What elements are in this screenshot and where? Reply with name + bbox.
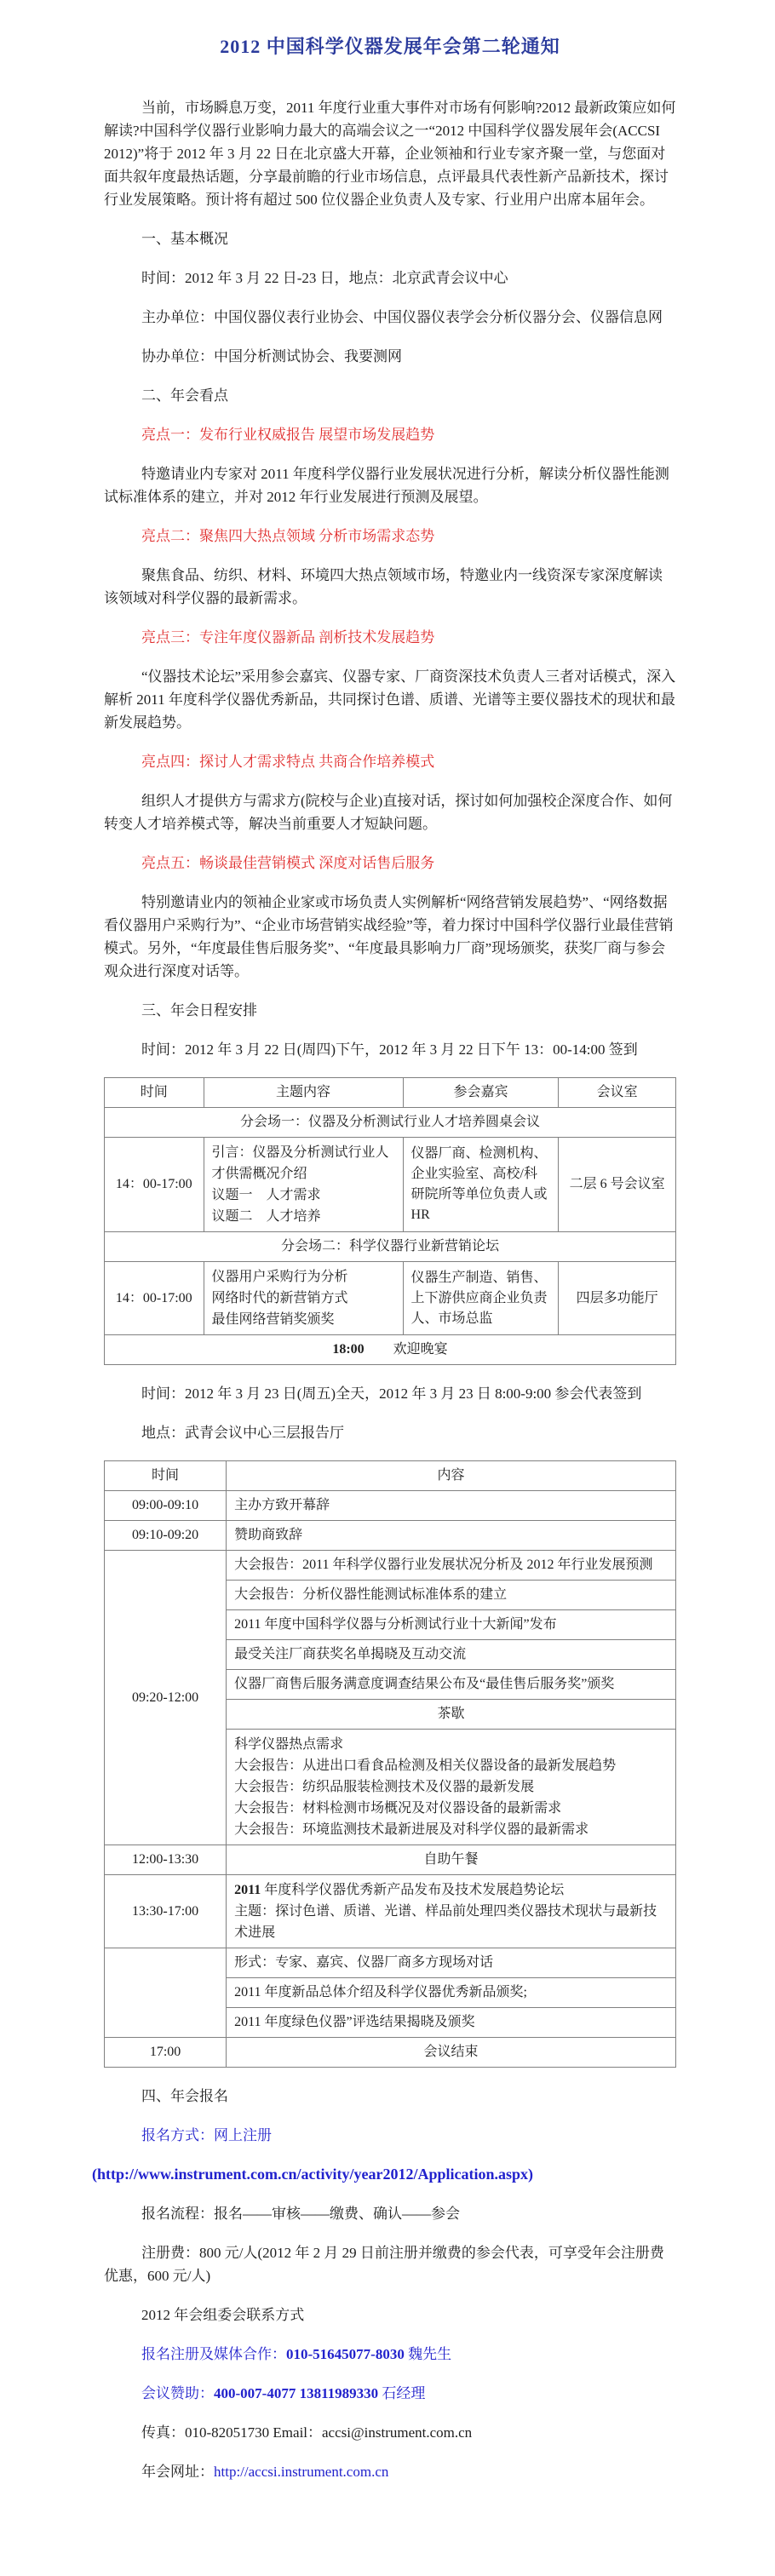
highlight-5-body: 特别邀请业内的领袖企业家或市场负责人实例解析“网络营销发展趋势”、“网络数据看仪器用户采购行为”、“企业市场营销实战经验”等，着力探讨中国科学仪器行业最佳营销模式。另外，“年度最佳售后服务奖”、“年度最具影响力厂商”现场颁奖，获奖厂商与参会观众进行深度对话等。 [104, 894, 674, 979]
lunch-label: 自助午餐 [227, 1845, 676, 1875]
registration-method: 报名方式：网上注册 [141, 2127, 272, 2143]
dinner-cell [105, 1335, 676, 1365]
afternoon-forum-topic: 主题：探讨色谱、质谱、光谱、样品前处理四类仪器技术现状与最新技术进展 [234, 1904, 657, 1940]
day2-schedule-table [104, 1460, 676, 2068]
registration-fee: 注册费：800 元/人(2012 年 2 月 29 日前注册并缴费的参会代表，可享受年会注册费优惠，600 元/人) [104, 2245, 664, 2284]
event-cohost: 协办单位：中国分析测试协会、我要测网 [141, 348, 402, 364]
registration-process: 报名流程：报名——审核——缴费、确认——参会 [141, 2206, 460, 2222]
row-content: 仪器厂商售后服务满意度调查结果公布及“最佳售后服务奖”颁奖 [227, 1670, 676, 1700]
row-content: 2011 年度绿色仪器”评选结果揭晓及颁奖 [227, 2008, 676, 2038]
col-header-guests: 参会嘉宾 [403, 1078, 559, 1108]
hot-demand-cell [227, 1730, 676, 1845]
end-time: 17:00 [105, 2038, 227, 2068]
session2-row [105, 1262, 676, 1335]
section-2-heading: 二、年会看点 [141, 387, 228, 404]
afternoon-forum-title [234, 1879, 668, 1901]
row-content: 2011 年度中国科学仪器与分析测试行业十大新闻”发布 [227, 1610, 676, 1640]
col-header-topic: 主题内容 [204, 1078, 403, 1108]
hot-demand-report-1: 大会报告：从进出口看食品检测及相关仪器设备的最新发展趋势 [234, 1758, 617, 1773]
afternoon-time: 13:30-17:00 [105, 1875, 227, 1948]
session2-topic-2: 网络时代的新营销方式 [211, 1291, 348, 1305]
session2-title-row [105, 1232, 676, 1262]
section-4-heading: 四、年会报名 [141, 2088, 228, 2104]
session1-title: 分会场一：仪器及分析测试行业人才培养圆桌会议 [105, 1108, 676, 1138]
highlight-3-body: “仪器技术论坛”采用参会嘉宾、仪器专家、厂商资深技术负责人三者对话模式，深入解析 2011 年度科学仪器优秀新品，共同探讨色谱、质谱、光谱等主要仪器技术的现状和最新发展趋势。 [104, 668, 676, 731]
schedule-row [105, 1491, 676, 1521]
highlight-1-title: 亮点一：发布行业权威报告 展望市场发展趋势 [141, 427, 435, 443]
committee-contact-heading: 2012 年会组委会联系方式 [141, 2307, 305, 2323]
schedule-row [105, 1521, 676, 1551]
highlight-2-title: 亮点二：聚焦四大热点领域 分析市场需求态势 [141, 528, 435, 544]
col-header-content: 内容 [227, 1461, 676, 1491]
highlight-2-body: 聚焦食品、纺织、材料、环境四大热点领域市场，特邀业内一线资深专家深度解读该领域对科学仪器的最新需求。 [104, 567, 663, 606]
col-header-time: 时间 [105, 1078, 204, 1108]
session1-topics [204, 1138, 403, 1232]
site-line [104, 2460, 676, 2483]
registration-url[interactable]: (http://www.instrument.com.cn/activity/year2012/Application.aspx) [92, 2166, 533, 2183]
conference-site-url[interactable]: http://accsi.instrument.com.cn [214, 2464, 389, 2480]
session1-topic-1: 引言：仪器及分析测试行业人才供需概况介绍 [211, 1145, 389, 1181]
dinner-time: 18:00 [332, 1342, 365, 1357]
end-label: 会议结束 [227, 2038, 676, 2068]
table-header-row [105, 1078, 676, 1108]
intro-paragraph: 当前，市场瞬息万变，2011 年度行业重大事件对市场有何影响?2012 最新政策应如何解读?中国科学仪器行业影响力最大的高端会议之一“2012 中国科学仪器发展年会(ACCSI 2012)”将于 2012 年 3 月 22 日在北京盛大开幕，企业领袖和行业专家齐聚一堂，与您面对面共叙年度最热话题，分享最前瞻的行业市场信息，点评最具代表性新产品新技术，探讨行业发展策略。预计将有超过 500 位仪器企业负责人及专家、行业用户出席本届年会。 [104, 100, 676, 208]
day1-time-line: 时间：2012 年 3 月 22 日(周四)下午，2012 年 3 月 22 日下午 13：00-14:00 签到 [141, 1041, 638, 1058]
sponsor-phone: 400-007-4077 13811989330 [214, 2385, 379, 2401]
row-content: 赞助商致辞 [227, 1521, 676, 1551]
session2-time: 14：00-17:00 [105, 1262, 204, 1335]
schedule-row [105, 1948, 676, 1978]
site-label: 年会网址： [141, 2464, 214, 2480]
section-1-heading: 一、基本概况 [141, 231, 228, 247]
event-host: 主办单位：中国仪器仪表行业协会、中国仪器仪表学会分析仪器分会、仪器信息网 [141, 309, 663, 325]
row-content: 2011 年度新品总体介绍及科学仪器优秀新品颁奖; [227, 1978, 676, 2008]
sponsor-contact-label: 会议赞助： [141, 2385, 214, 2401]
end-row [105, 2038, 676, 2068]
row-time: 09:10-09:20 [105, 1521, 227, 1551]
session1-topic-3: 议题二 人才培养 [211, 1209, 321, 1224]
row-content: 最受关注厂商获奖名单揭晓及互动交流 [227, 1640, 676, 1670]
hot-demand-report-3: 大会报告：材料检测市场概况及对仪器设备的最新需求 [234, 1801, 562, 1816]
empty-time-cell [105, 1948, 227, 2038]
table-header-row [105, 1461, 676, 1491]
session1-room: 二层 6 号会议室 [559, 1138, 676, 1232]
session2-room: 四层多功能厅 [559, 1262, 676, 1335]
session1-title-row [105, 1108, 676, 1138]
hot-demand-title: 科学仪器热点需求 [234, 1737, 344, 1752]
dinner-row [105, 1335, 676, 1365]
registration-phone: 010-51645077-8030 [286, 2346, 405, 2362]
col-header-time: 时间 [105, 1461, 227, 1491]
session1-guests: 仪器厂商、检测机构、企业实验室、高校/科研院所等单位负责人或 HR [403, 1138, 559, 1232]
row-content: 形式：专家、嘉宾、仪器厂商多方现场对话 [227, 1948, 676, 1978]
session1-topic-2: 议题一 人才需求 [211, 1188, 321, 1202]
hot-demand-report-2: 大会报告：纺织品服装检测技术及仪器的最新发展 [234, 1780, 535, 1794]
highlight-3-title: 亮点三：专注年度仪器新品 剖析技术发展趋势 [141, 629, 435, 645]
afternoon-forum-row [105, 1875, 676, 1948]
row-time-morning-block: 09:20-12:00 [105, 1551, 227, 1845]
hot-demand-report-4: 大会报告：环境监测技术最新进展及对科学仪器的最新需求 [234, 1822, 589, 1837]
highlight-4-body: 组织人才提供方与需求方(院校与企业)直接对话，探讨如何加强校企深度合作、如何转变人才培养模式等，解决当前重要人才短缺问题。 [104, 793, 673, 832]
afternoon-forum-cell [227, 1875, 676, 1948]
forum-year-bold: 2011 [234, 1883, 261, 1897]
schedule-row [105, 1551, 676, 1581]
session2-topic-1: 仪器用户采购行为分析 [211, 1270, 348, 1284]
sponsor-contact-person: 石经理 [378, 2385, 426, 2401]
section-3-heading: 三、年会日程安排 [141, 1002, 257, 1018]
session2-topics [204, 1262, 403, 1335]
day2-time-line: 时间：2012 年 3 月 23 日(周五)全天，2012 年 3 月 23 日 8:00-9:00 参会代表签到 [141, 1386, 642, 1402]
day2-place-line: 地点：武青会议中心三层报告厅 [141, 1425, 344, 1441]
session2-guests: 仪器生产制造、销售、上下游供应商企业负责人、市场总监 [403, 1262, 559, 1335]
highlight-4-title: 亮点四：探讨人才需求特点 共商合作培养模式 [141, 754, 435, 770]
session2-title: 分会场二：科学仪器行业新营销论坛 [105, 1232, 676, 1262]
row-content: 大会报告：2011 年科学仪器行业发展状况分析及 2012 年行业发展预测 [227, 1551, 676, 1581]
registration-contact-label: 报名注册及媒体合作： [141, 2346, 286, 2362]
lunch-row [105, 1845, 676, 1875]
session2-topic-3: 最佳网络营销奖颁奖 [211, 1312, 335, 1327]
row-content: 主办方致开幕辞 [227, 1491, 676, 1521]
forum-title-rest: 年度科学仪器优秀新产品发布及技术发展趋势论坛 [261, 1883, 565, 1897]
tea-break: 茶歇 [227, 1700, 676, 1730]
lunch-time: 12:00-13:30 [105, 1845, 227, 1875]
session1-row [105, 1138, 676, 1232]
col-header-room: 会议室 [559, 1078, 676, 1108]
sponsor-contact-line [104, 2382, 676, 2405]
highlight-5-title: 亮点五：畅谈最佳营销模式 深度对话售后服务 [141, 855, 435, 871]
highlight-1-body: 特邀请业内专家对 2011 年度科学仪器行业发展状况进行分析，解读分析仪器性能测试标准体系的建立，并对 2012 年行业发展进行预测及展望。 [104, 466, 669, 505]
session1-time: 14：00-17:00 [105, 1138, 204, 1232]
fax-email-line: 传真：010-82051730 Email：accsi@instrument.com.cn [141, 2424, 473, 2441]
registration-contact-person: 魏先生 [404, 2346, 452, 2362]
page-title: 2012 中国科学仪器发展年会第二轮通知 [220, 36, 560, 57]
day1-schedule-table [104, 1077, 676, 1365]
registration-contact-line [104, 2343, 676, 2366]
event-time-place: 时间：2012 年 3 月 22 日-23 日，地点：北京武青会议中心 [141, 270, 508, 286]
row-content: 大会报告：分析仪器性能测试标准体系的建立 [227, 1581, 676, 1610]
dinner-label: 欢迎晚宴 [393, 1342, 448, 1357]
row-time: 09:00-09:10 [105, 1491, 227, 1521]
